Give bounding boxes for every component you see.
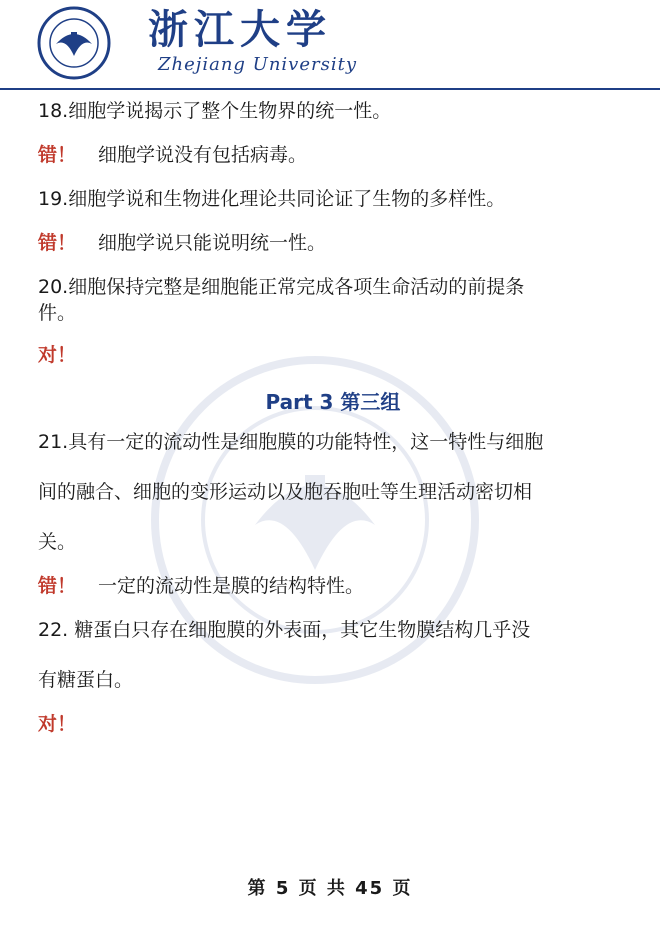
question-21-line3: 关。	[38, 531, 77, 553]
answer-21	[38, 573, 628, 599]
answer-mark-correct: 对！	[38, 344, 77, 366]
question-19: 19.细胞学说和生物进化理论共同论证了生物的多样性。	[38, 188, 506, 210]
university-name-en: Zhejiang University	[158, 54, 357, 75]
question-20-line1: 20.细胞保持完整是细胞能正常完成各项生命活动的前提条	[38, 276, 525, 298]
question-20-line2: 件。	[38, 302, 77, 324]
document-body	[38, 98, 628, 755]
question-22-line1: 22. 糖蛋白只存在细胞膜的外表面，其它生物膜结构几乎没	[38, 619, 531, 641]
university-seal-logo	[30, 6, 118, 80]
answer-explanation: 一定的流动性是膜的结构特性。	[98, 575, 365, 597]
answer-explanation: 细胞学说只能说明统一性。	[98, 232, 327, 254]
question-21-line2: 间的融合、细胞的变形运动以及胞吞胞吐等生理活动密切相	[38, 481, 533, 503]
university-name-cn: 浙江大学	[148, 6, 332, 53]
answer-19	[38, 230, 628, 256]
document-header	[0, 0, 660, 88]
answer-mark-correct: 对！	[38, 713, 77, 735]
answer-mark-wrong: 错！	[38, 144, 77, 166]
question-22-line2: 有糖蛋白。	[38, 669, 134, 691]
answer-18	[38, 142, 628, 168]
section-title: Part 3 第三组	[265, 390, 401, 414]
answer-20	[38, 342, 628, 368]
answer-explanation: 细胞学说没有包括病毒。	[98, 144, 308, 166]
answer-mark-wrong: 错！	[38, 575, 77, 597]
question-18: 18.细胞学说揭示了整个生物界的统一性。	[38, 100, 392, 122]
question-21-line1: 21.具有一定的流动性是细胞膜的功能特性，这一特性与细胞	[38, 431, 544, 453]
page-number: 第 5 页 共 45 页	[247, 878, 413, 899]
answer-mark-wrong: 错！	[38, 232, 77, 254]
answer-22	[38, 711, 628, 737]
header-divider	[0, 88, 660, 90]
